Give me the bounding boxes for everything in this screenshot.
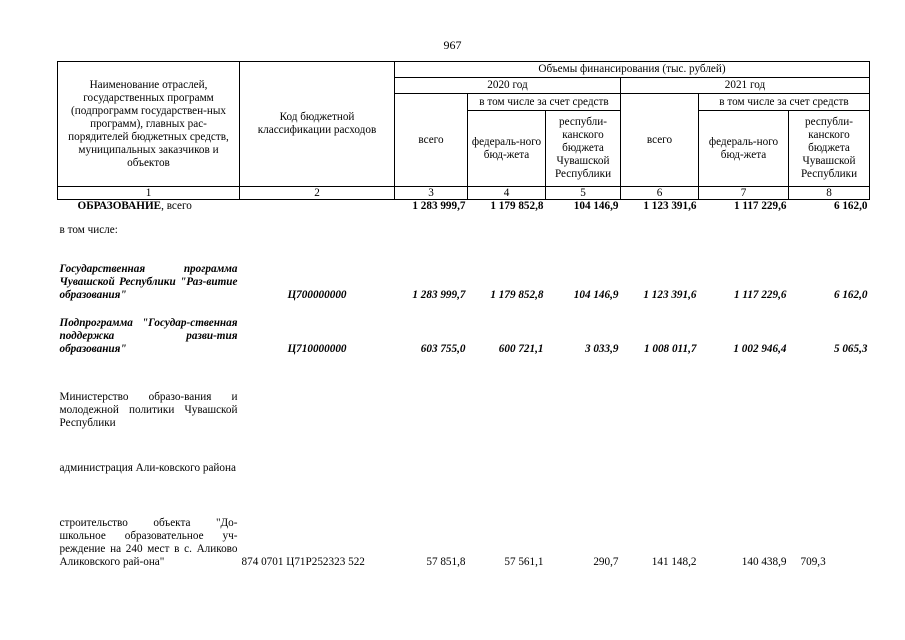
row-value: 104 146,9 <box>573 288 619 301</box>
row-value: 1 117 229,6 <box>733 200 787 212</box>
row-name-suffix: , всего <box>161 200 192 212</box>
header-republic-2020: республи-канского бюджета Чувашской Республики <box>546 111 621 187</box>
page-number: 967 <box>443 38 462 52</box>
column-number: 3 <box>395 187 468 200</box>
row-value: 603 755,0 <box>420 342 466 355</box>
row-name <box>58 200 240 214</box>
row-name: строительство объекта "До-школьное образовательное уч-реждение на 240 мест в с. Аликово Аликовского рай-она" <box>59 516 238 568</box>
column-number: 6 <box>621 187 699 200</box>
row-value: 1 179 852,8 <box>490 200 544 212</box>
header-federal-2021: федераль-ного бюд-жета <box>699 111 789 187</box>
row-name: Министерство образо-вания и молодежной политики Чувашской Республики <box>59 390 238 429</box>
header-including-2021: в том числе за счет средств <box>699 94 870 111</box>
header-federal-2020: федераль-ного бюд-жета <box>468 111 546 187</box>
row-name: администрация Али-ковского района <box>59 461 236 474</box>
row-name-bold: ОБРАЗОВАНИЕ <box>77 200 162 212</box>
row-value: 6 162,0 <box>833 288 868 301</box>
row-value: 140 438,9 <box>741 555 787 568</box>
row-value: 1 123 391,6 <box>643 200 697 212</box>
row-value: 141 148,2 <box>651 555 697 568</box>
row-value: 1 123 391,6 <box>643 288 697 301</box>
row-code: 874 0701 Ц71Р252323 522 <box>241 555 365 568</box>
table-row-administration <box>58 430 870 475</box>
row-name: Государственная программа Чувашской Республики "Раз-витие образования" <box>59 262 238 301</box>
row-value: 6 162,0 <box>833 200 868 212</box>
row-value: 5 065,3 <box>833 342 868 355</box>
header-total-2020: всего <box>395 94 468 187</box>
row-value: 1 283 999,7 <box>412 288 466 301</box>
header-code-column: Код бюджетной классификации расходов <box>240 62 395 187</box>
header-republic-2021: республи-канского бюджета Чувашской Республики <box>789 111 870 187</box>
header-name-column: Наименование отраслей, государственных программ (подпрограмм государствен-ных программ), главных рас-порядителей бюджетных средств, муниципальных заказчиков и объектов <box>58 62 240 187</box>
row-value: 104 146,9 <box>573 200 619 212</box>
table-row-education <box>58 200 870 214</box>
row-value: 57 851,8 <box>426 555 466 568</box>
row-value: 57 561,1 <box>504 555 544 568</box>
table-row-program <box>58 248 870 302</box>
table-row-ministry <box>58 356 870 430</box>
header-funding: Объемы финансирования (тыс. рублей) <box>395 62 870 78</box>
row-code: Ц700000000 <box>287 288 347 301</box>
table-row-including <box>58 214 870 248</box>
row-value: 290,7 <box>593 555 619 568</box>
table-row-subprogram <box>58 302 870 356</box>
row-value: 709,3 <box>800 555 826 568</box>
row-value: 600 721,1 <box>498 342 544 355</box>
row-value: 1 008 011,7 <box>643 342 697 355</box>
column-number: 1 <box>58 187 240 200</box>
table-row-construction <box>58 475 870 569</box>
budget-table <box>57 61 870 569</box>
header-total-2021: всего <box>621 94 699 187</box>
column-number: 5 <box>546 187 621 200</box>
column-number: 8 <box>789 187 870 200</box>
header-including-2020: в том числе за счет средств <box>468 94 621 111</box>
column-number: 2 <box>240 187 395 200</box>
row-value: 1 002 946,4 <box>733 342 787 355</box>
column-number: 4 <box>468 187 546 200</box>
row-value: 1 283 999,7 <box>412 200 466 212</box>
row-name: в том числе: <box>59 223 118 236</box>
row-value: 1 117 229,6 <box>733 288 787 301</box>
row-name: Подпрограмма "Государ-ственная поддержка разви-тия образования" <box>59 316 238 355</box>
row-code <box>240 200 395 214</box>
row-value: 1 179 852,8 <box>490 288 544 301</box>
row-code: Ц710000000 <box>287 342 347 355</box>
column-number: 7 <box>699 187 789 200</box>
row-value: 3 033,9 <box>584 342 619 355</box>
header-year-2020: 2020 год <box>395 78 621 94</box>
header-year-2021: 2021 год <box>621 78 870 94</box>
